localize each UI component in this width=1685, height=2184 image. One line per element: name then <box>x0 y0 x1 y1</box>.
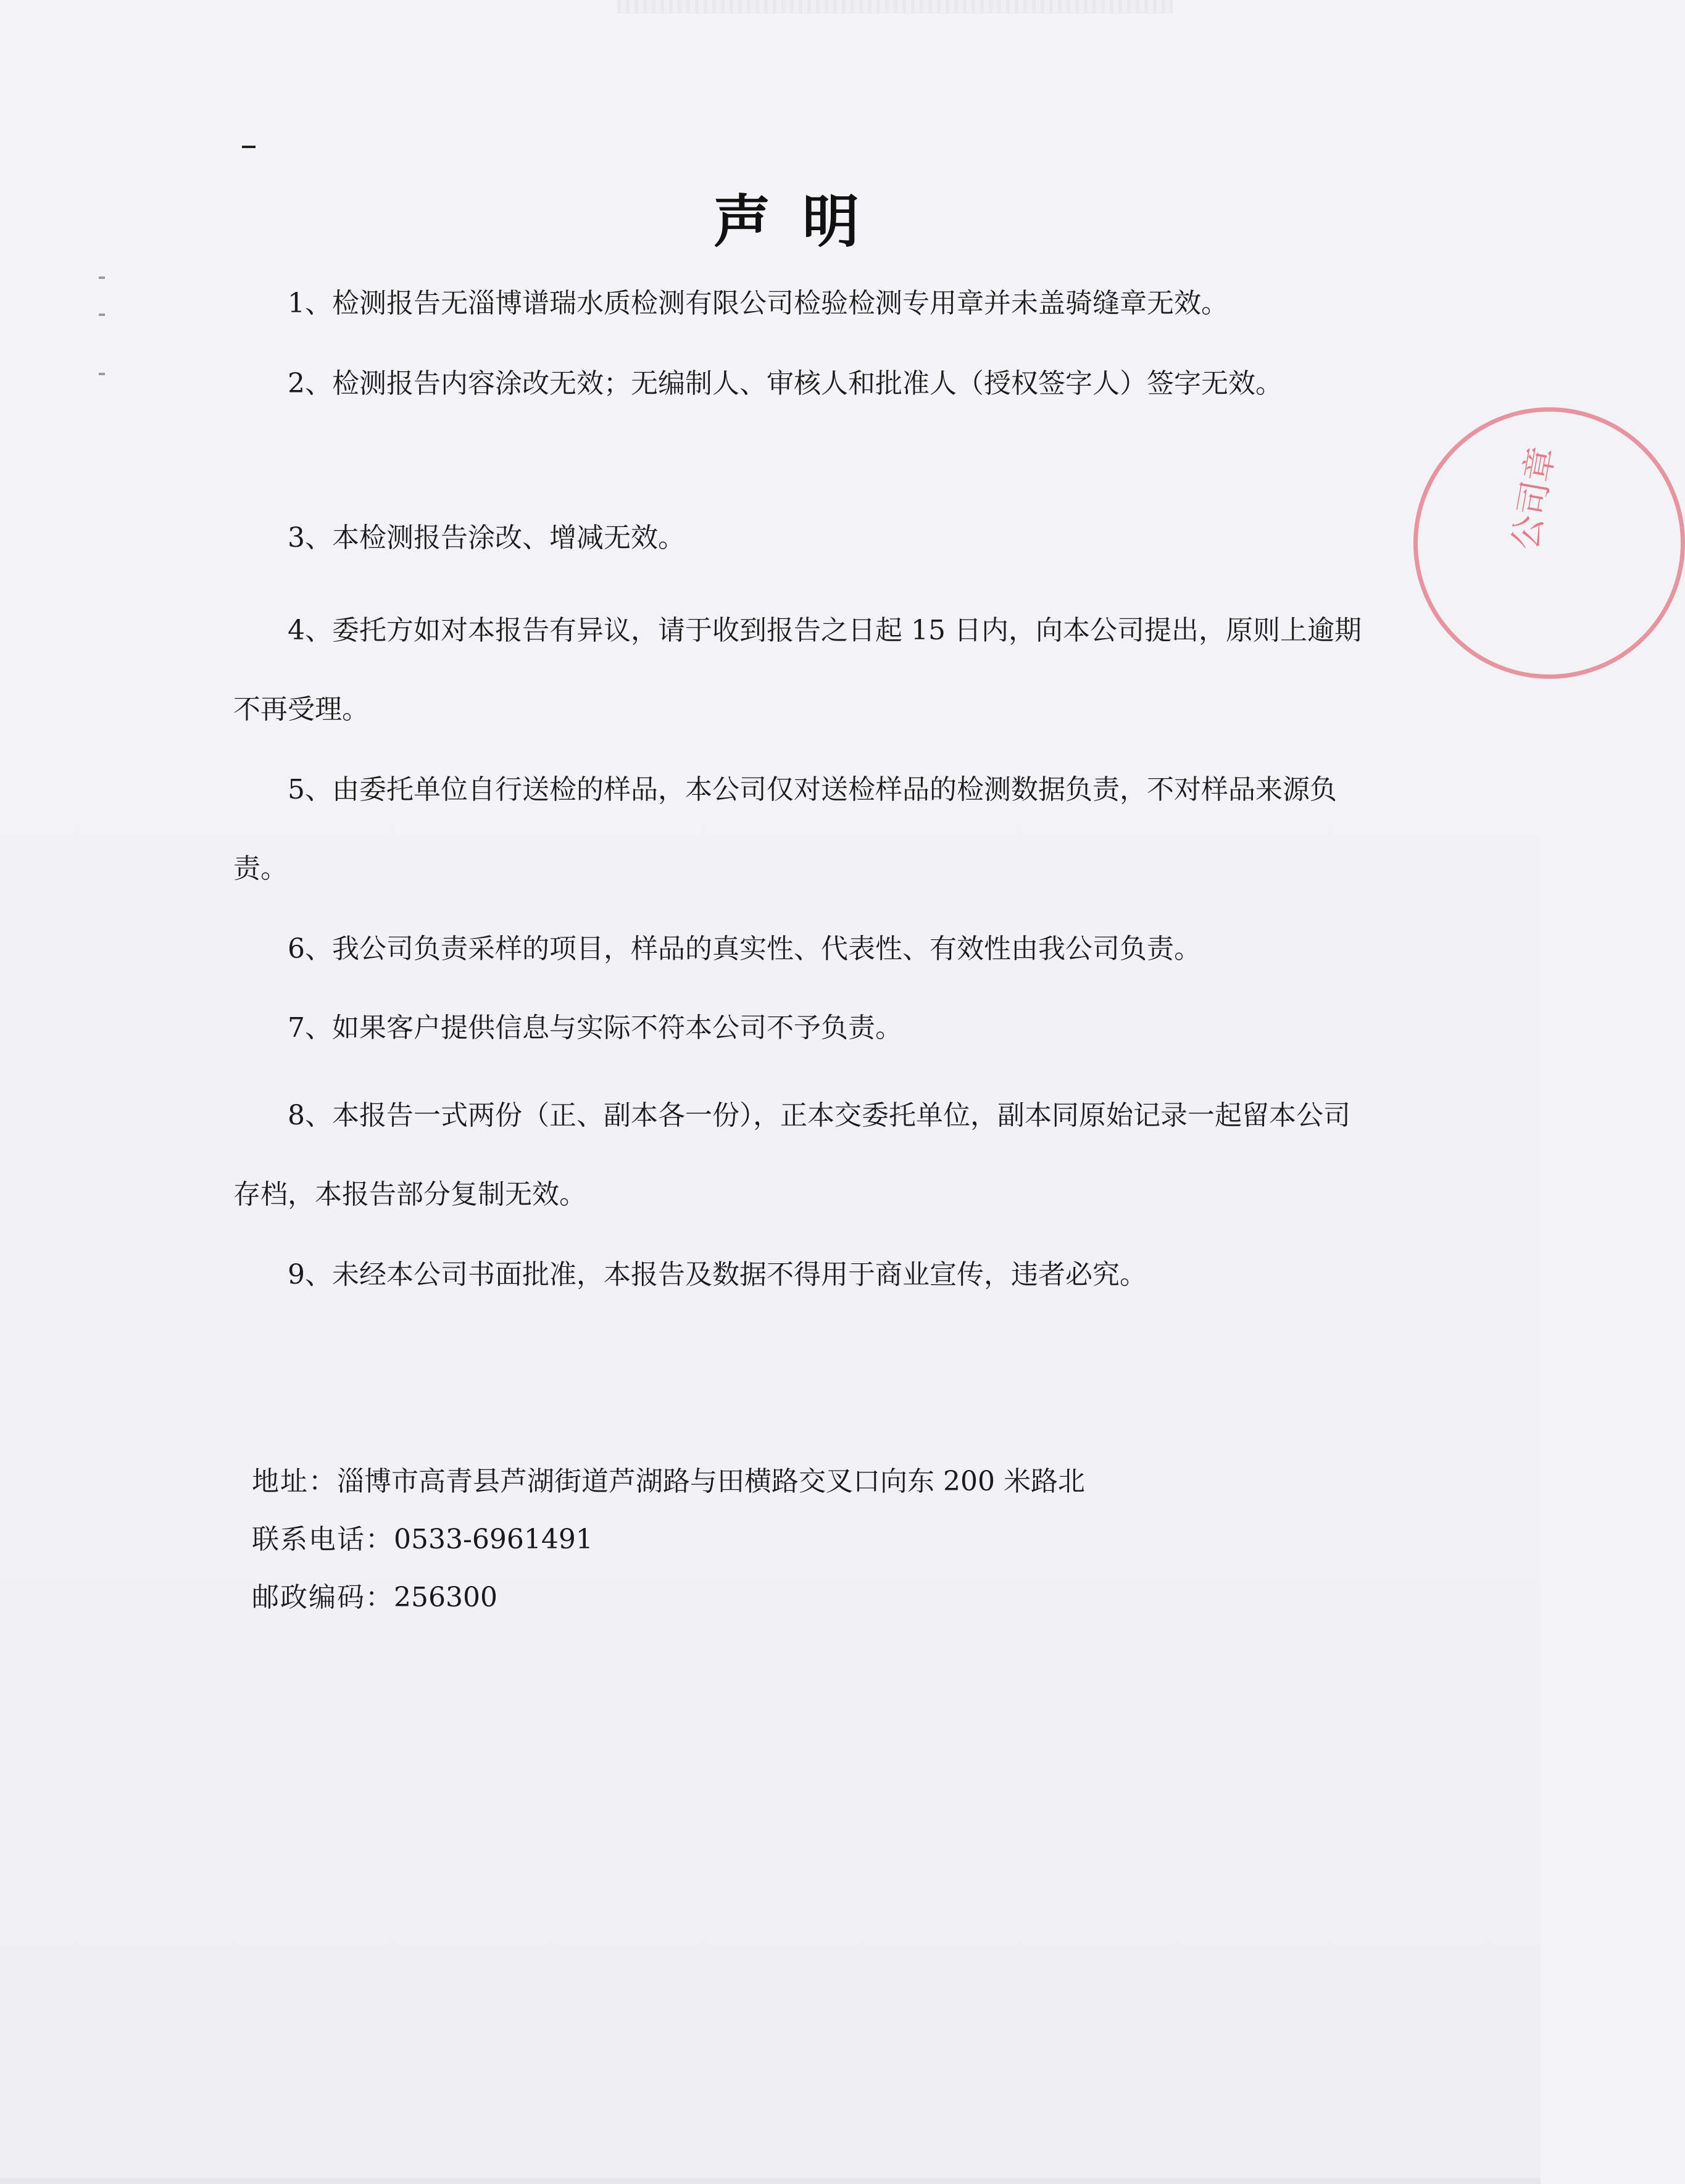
contact-postcode <box>252 1570 497 1626</box>
statement-item-5: 5、由委托单位自行送检的样品，本公司仅对送检样品的检测数据负责，不对样品来源负责。 <box>233 774 1337 884</box>
statement-item-3: 3、本检测报告涂改、增减无效。 <box>288 522 685 554</box>
postcode-value: 256300 <box>394 1582 497 1613</box>
phone-label: 联系电话： <box>252 1524 394 1555</box>
statement-item-7: 7、如果客户提供信息与实际不符本公司不予负责。 <box>288 1012 902 1044</box>
scan-edge-artifact <box>617 0 1173 14</box>
binding-mark <box>99 373 105 375</box>
binding-mark <box>99 276 105 279</box>
phone-value: 0533-6961491 <box>394 1524 593 1555</box>
statement-item-9: 9、未经本公司书面批准，本报告及数据不得用于商业宣传，违者必究。 <box>288 1259 1147 1290</box>
statement-item-6: 6、我公司负责采样的项目，样品的真实性、代表性、有效性由我公司负责。 <box>288 933 1201 965</box>
address-label: 地址： <box>252 1466 337 1497</box>
contact-address <box>252 1454 1085 1509</box>
scan-edge-artifact <box>0 2178 1541 2184</box>
statement-item-1: 1、检测报告无淄博谱瑞水质检测有限公司检验检测专用章并未盖骑缝章无效。 <box>288 288 1228 319</box>
binding-mark <box>99 313 105 316</box>
address-value: 淄博市高青县芦湖街道芦湖路与田横路交叉口向东 200 米路北 <box>337 1466 1085 1497</box>
statement-item-2: 2、检测报告内容涂改无效；无编制人、审核人和批准人（授权签字人）签字无效。 <box>288 368 1283 399</box>
seal-fragment-text: 公司章 <box>1505 444 1563 554</box>
contact-phone <box>252 1512 593 1567</box>
dash-mark <box>242 146 256 148</box>
statement-item-4: 4、委托方如对本报告有异议，请于收到报告之日起 15 日内，向本公司提出，原则上逾期不再受理。 <box>233 615 1362 725</box>
company-seal-stamp <box>1413 407 1685 679</box>
statement-item-8: 8、本报告一式两份（正、副本各一份），正本交委托单位，副本同原始记录一起留本公司存档，本报告部分复制无效。 <box>233 1100 1350 1210</box>
document-title: 声明 <box>713 188 891 255</box>
postcode-label: 邮政编码： <box>252 1582 394 1613</box>
